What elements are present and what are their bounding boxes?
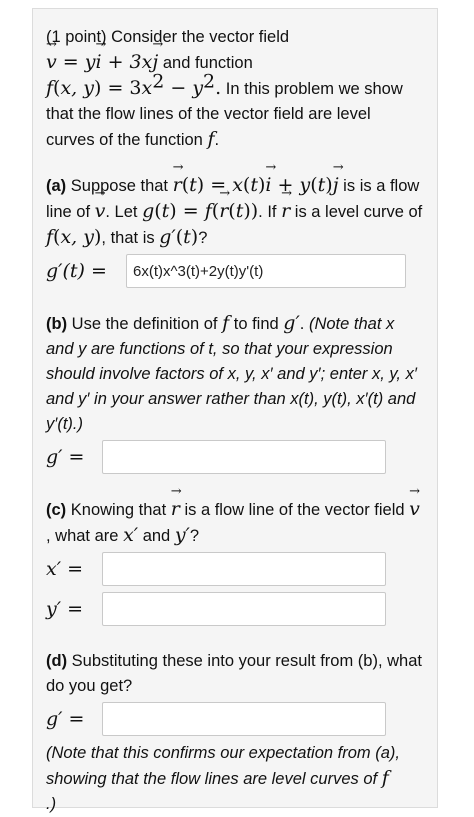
part-b-answer-row [46,437,423,477]
part-d-answer-row [46,699,423,739]
part-a-text: (a) Suppose that → r(t) = x(t)→ i + y(t)→ j is is a flow line of → v. Let g(t) = f(→ r(t)). If → r is a level curve of f(x, y), that is g′(t)? [46,173,423,251]
part-c-y-answer-row [46,589,423,629]
part-c-x-answer-input[interactable] [102,552,386,586]
part-c-x-answer-row [46,549,423,589]
part-c-y-answer-input[interactable] [102,592,386,626]
part-d-closing-note: (Note that this confirms our expectation from (a), showing that the flow lines are level curves of f .) [46,744,400,813]
part-c-y-answer-label: y′ = [46,597,84,620]
part-c-x-answer-label: x′ = [46,557,83,580]
part-b-text: (b) Use the definition of f to find g′. (Note that x and y are functions of t, so that your expression should involve factors of x, y, x′ and y′; enter x, y, x′ and y′ in your answer rather than x(t), y(t), x′(t) and y′(t).) [46,312,417,433]
part-b-note: (Note that x and y are functions of t, so that your expression should involve factors of x, y, x′ and y′; enter x, y, x′ and y′ in your answer rather than x(t), y(t), x′(t) and y′(t).) [46,315,417,433]
part-d-answer-input[interactable] [102,702,386,736]
points-label: (1 point) [46,28,107,46]
intro-tail: In this problem we show that the flow lines of the vector field are level curves of the function [46,80,403,149]
part-d-text: (d) Substituting these into your result from (b), what do you get? [46,652,422,695]
part-b-answer-input[interactable] [102,440,386,474]
part-d-answer-label: g′ = [46,707,85,730]
intro-paragraph: (1 point) Consider the vector field → v = y→ i + 3x→ j and function f(x, $y) = 3x^2 - y^2$. In this problem we show that the flow lines of the vector field are level curves of the function f. [46,25,423,153]
part-b-answer-label: g′ = [46,445,85,468]
field-equation: → v = y→ i + 3x→ j [46,51,158,73]
problem-card [32,8,438,813]
part-a-answer-label: g′(t) = [46,259,107,282]
part-a-answer-input[interactable] [126,254,406,288]
intro-lead: Consider the vector field [111,28,290,46]
part-c-text: (c) Knowing that → r is a flow line of the vector field → v, what are x′ and y′? [46,497,423,549]
function-definition: f [46,77,54,99]
part-a-answer-row [46,251,423,291]
